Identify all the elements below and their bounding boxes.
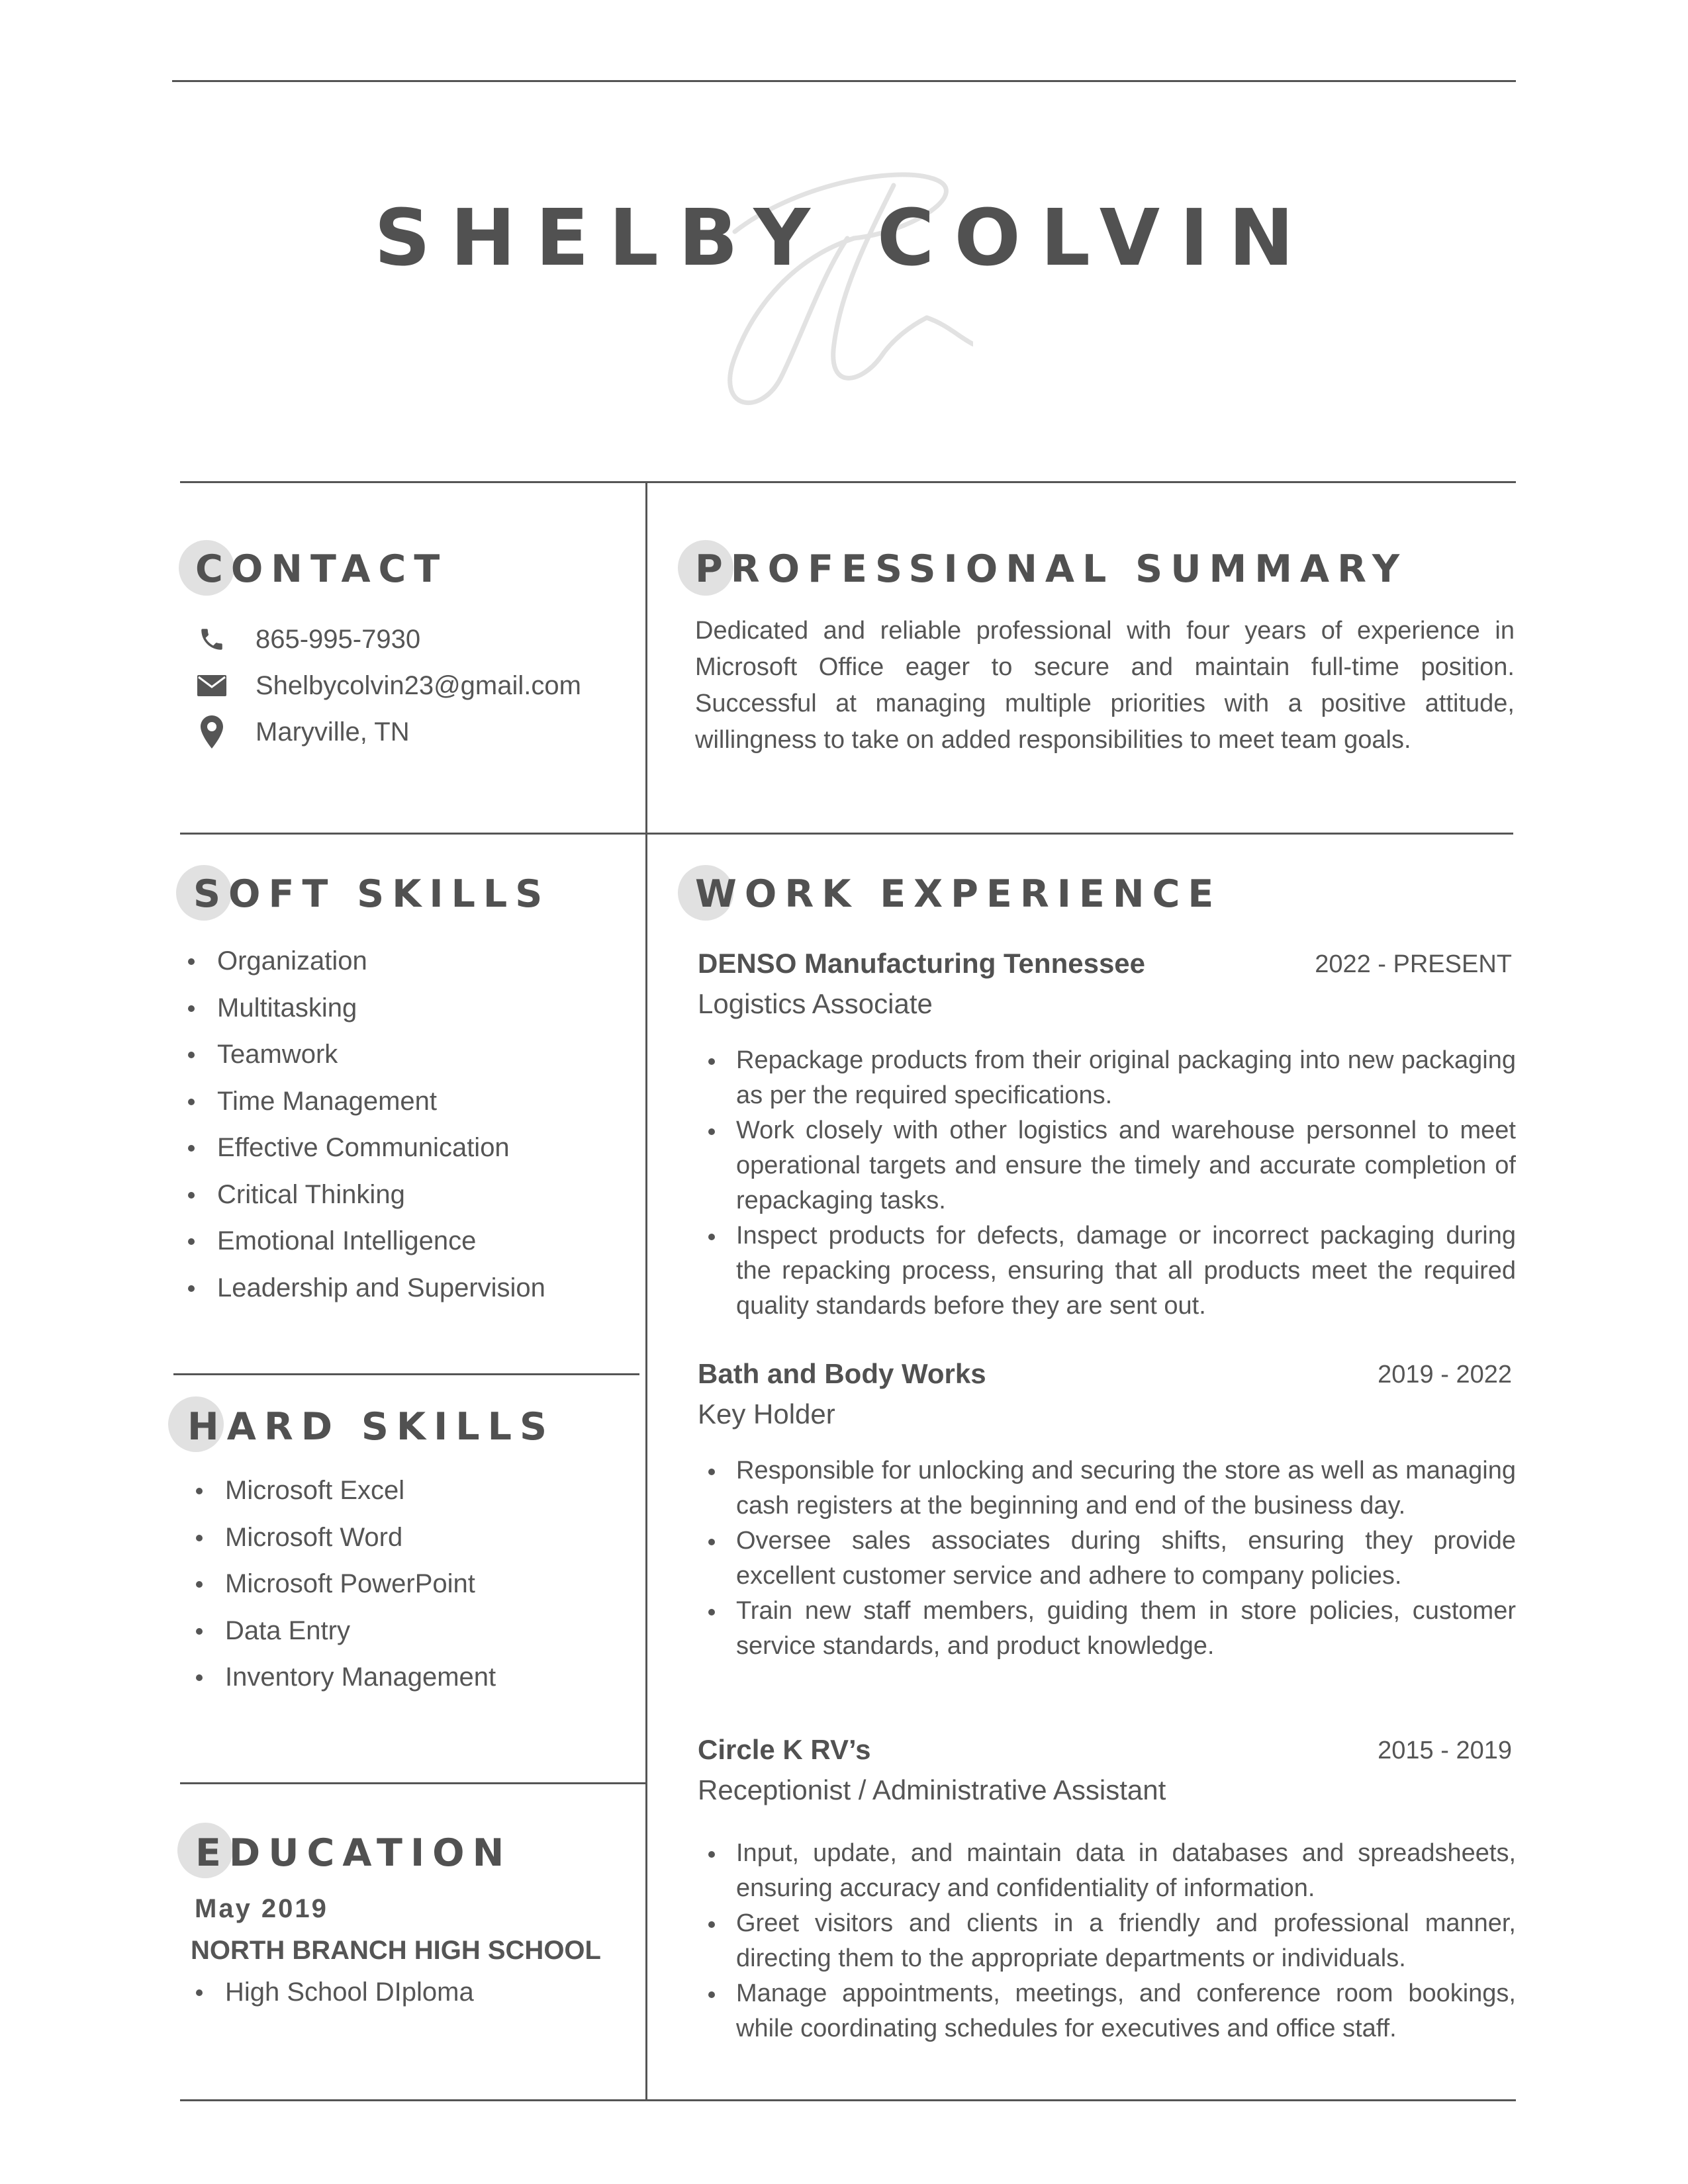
list-item: Microsoft Excel (191, 1471, 641, 1518)
soft-skills-divider (180, 833, 1513, 835)
job-dates: 2022 - PRESENT (1315, 950, 1512, 978)
soft-skills-list (183, 941, 633, 1314)
envelope-icon (192, 666, 232, 705)
duty-item: Manage appointments, meetings, and conference room bookings, while coordinating schedules for executives and office staff. (698, 1976, 1516, 2046)
list-item: Critical Thinking (183, 1175, 633, 1222)
list-item: Emotional Intelligence (183, 1221, 633, 1268)
list-item: Multitasking (183, 988, 633, 1035)
phone-icon (192, 619, 232, 659)
job-duties (698, 1453, 1516, 1664)
education-list (191, 1972, 641, 2019)
bottom-rule (180, 2099, 1516, 2101)
list-item: Microsoft Word (191, 1518, 641, 1565)
list-item: Microsoft PowerPoint (191, 1564, 641, 1611)
email-address: Shelbycolvin23@gmail.com (256, 670, 581, 700)
contact-location (192, 712, 410, 752)
candidate-name: SHELBY COLVIN (374, 192, 1314, 283)
list-item: Leadership and Supervision (183, 1268, 633, 1315)
list-item: Inventory Management (191, 1657, 641, 1704)
education-title: EDUCATION (195, 1831, 512, 1875)
duty-item: Oversee sales associates during shifts, ensuring they provide excellent customer service and adhere to company policies. (698, 1524, 1516, 1594)
job-dates: 2019 - 2022 (1378, 1361, 1512, 1388)
education-date: May 2019 (195, 1894, 328, 1923)
hard-skills-divider (173, 1373, 639, 1375)
job-company: DENSO Manufacturing Tennessee (698, 948, 1146, 979)
list-item: Teamwork (183, 1034, 633, 1081)
location-text: Maryville, TN (256, 717, 410, 747)
education-school: NORTH BRANCH HIGH SCHOOL (191, 1936, 601, 1965)
list-item: Organization (183, 941, 633, 988)
map-pin-icon (192, 712, 232, 752)
top-rule (172, 80, 1516, 82)
duty-item: Input, update, and maintain data in databases and spreadsheets, ensuring accuracy and confidentiality of information. (698, 1836, 1516, 1906)
job-company: Bath and Body Works (698, 1358, 986, 1389)
soft-skills-title: SOFT SKILLS (193, 872, 551, 916)
contact-title: CONTACT (195, 547, 448, 591)
duty-item: Inspect products for defects, damage or incorrect packaging during the repacking process, ensuring that all products meet the required quality standards before they are sent out. (698, 1218, 1516, 1324)
job-dates: 2015 - 2019 (1378, 1737, 1512, 1764)
header-divider (180, 481, 1516, 483)
job-company: Circle K RV’s (698, 1734, 871, 1765)
contact-phone (192, 619, 420, 659)
list-item: Data Entry (191, 1611, 641, 1658)
duty-item: Responsible for unlocking and securing the store as well as managing cash registers at the beginning and end of the business day. (698, 1453, 1516, 1524)
education-divider (180, 1782, 646, 1784)
hard-skills-list (191, 1471, 641, 1704)
list-item: High School DIploma (191, 1972, 641, 2019)
summary-text: Dedicated and reliable professional with four years of experience in Microsoft Office eager to secure and maintain full-time position. Successful at managing multiple priorities with a positive attitude, willingness to take on added responsibilities to meet team goals. (695, 617, 1515, 754)
job-role: Key Holder (698, 1398, 835, 1430)
column-divider (645, 482, 647, 2101)
hard-skills-title: HARD SKILLS (187, 1405, 555, 1449)
list-item: Effective Communication (183, 1128, 633, 1175)
list-item: Time Management (183, 1081, 633, 1128)
duty-item: Train new staff members, guiding them in store policies, customer service standards, and product knowledge. (698, 1594, 1516, 1664)
duty-item: Repackage products from their original packaging into new packaging as per the required specifications. (698, 1043, 1516, 1113)
phone-number: 865-995-7930 (256, 624, 421, 654)
job-role: Receptionist / Administrative Assistant (698, 1774, 1166, 1805)
duty-item: Work closely with other logistics and warehouse personnel to meet operational targets and ensure the timely and accurate completion of repackaging tasks. (698, 1113, 1516, 1218)
job-role: Logistics Associate (698, 988, 933, 1019)
work-title: WORK EXPERIENCE (695, 872, 1222, 916)
summary-title: PROFESSIONAL SUMMARY (695, 547, 1408, 591)
job-duties (698, 1043, 1516, 1324)
job-duties (698, 1836, 1516, 2046)
contact-email (192, 666, 581, 705)
duty-item: Greet visitors and clients in a friendly and professional manner, directing them to the appropriate departments or individuals. (698, 1906, 1516, 1976)
